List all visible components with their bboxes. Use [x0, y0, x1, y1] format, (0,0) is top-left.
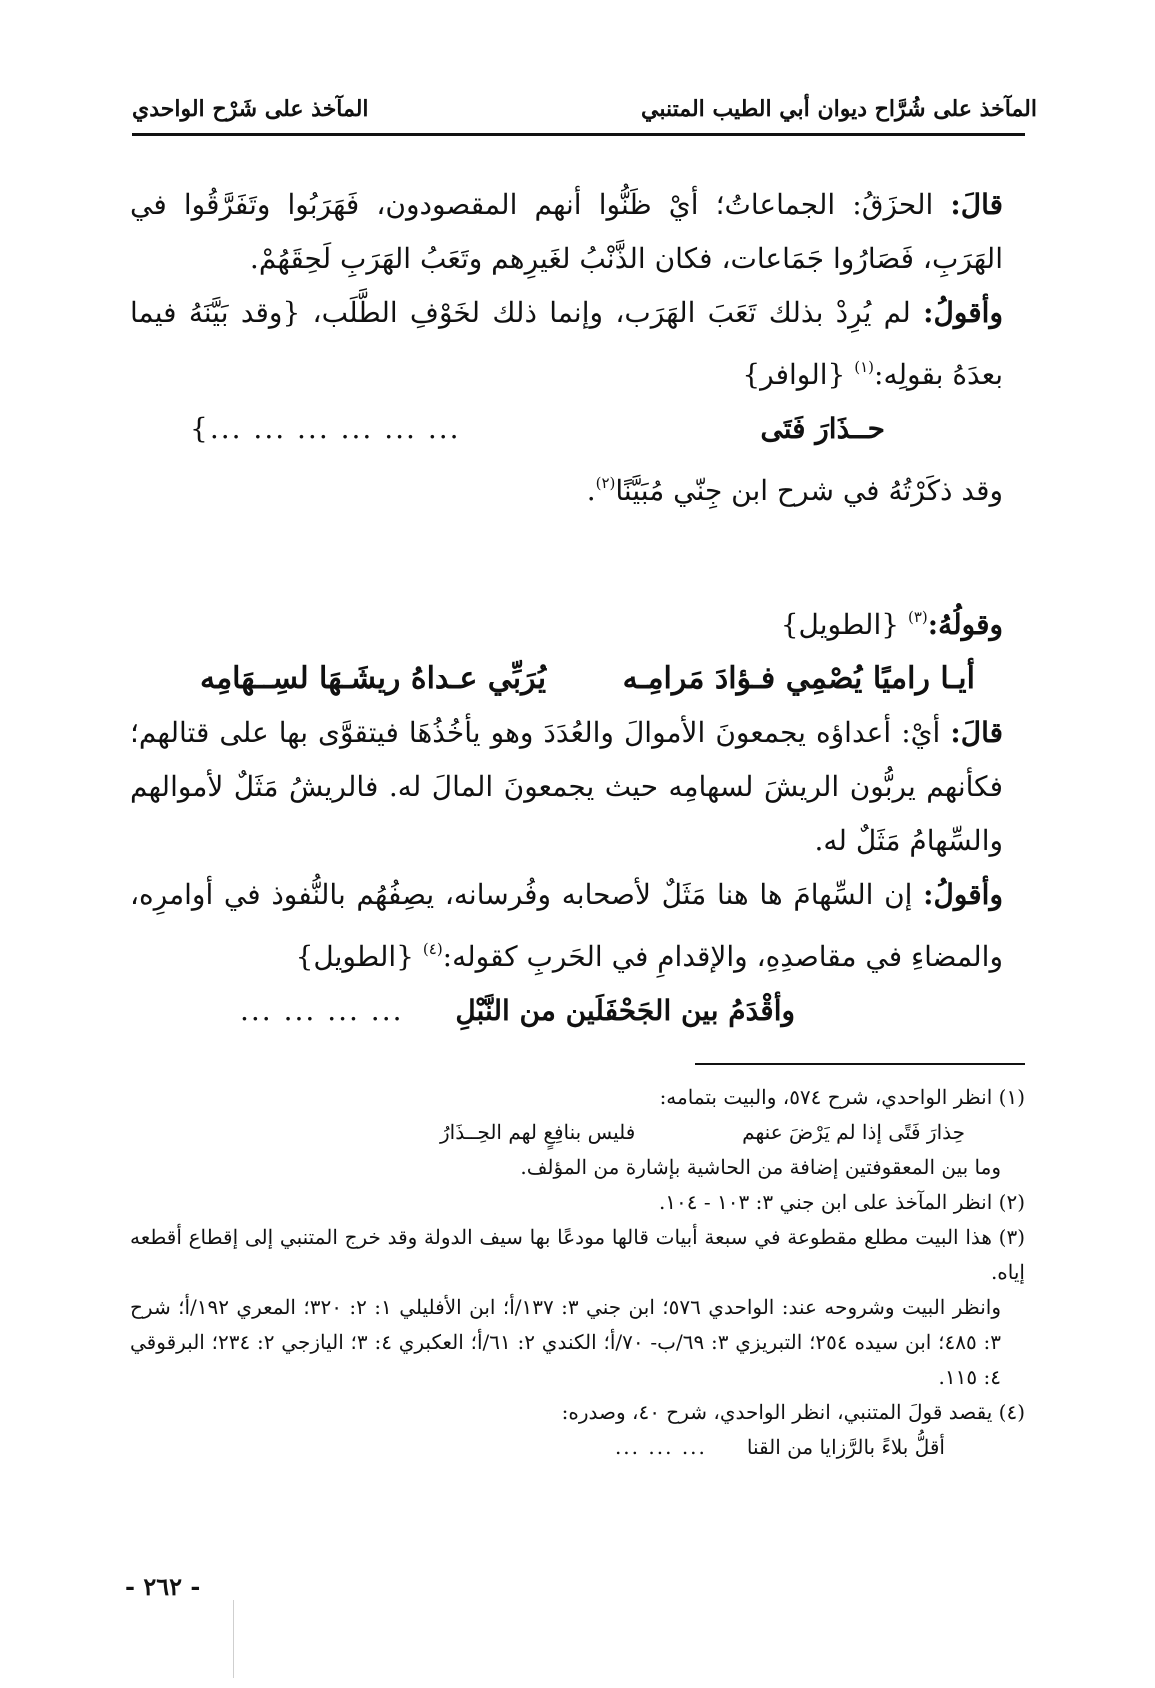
footnote-1: (١) انظر الواحدي، شرح ٥٧٤، والبيت بتمامه: [659, 1085, 1025, 1109]
verse-ellipsis: ... ... ... ... ... ...} [190, 412, 461, 445]
footnote-ref-3: (٣) [907, 608, 928, 626]
verse-line-partial-1 [190, 402, 885, 456]
paragraph-aqul-1 [130, 286, 1025, 402]
verse-ellipsis: ... ... ... ... [240, 994, 404, 1027]
qal-text: الحزَقُ: الجماعاتُ؛ أيْ ظَنُّوا أنهم المقصودون، فَهَرَبُوا وتَفَرَّقُوا في الهَرَبِ، فَصَارُوا جَمَاعات، فكان الذَّنْبُ لغَيرِهم وتَعَبُ الهَرَبِ لَحِقَهُمْ. [130, 188, 1003, 275]
paragraph-closing-1 [130, 456, 1025, 518]
footnote-3: (٣) هذا البيت مطلع مقطوعة في سبعة أبيات قالها مودعًا بها سيف الدولة وقد خرج المتنبي إلى إقطاع أقطعه إياه. [130, 1225, 1025, 1284]
running-header-book-title: المآخذ على شُرَّاح ديوان أبي الطيب المتنبي [641, 96, 1037, 122]
section-gap [130, 518, 1025, 590]
footnote-verse-second: فليس بنافِعٍ لهم الحِــذَارُ [440, 1120, 636, 1144]
aqul-text: إن السِّهامَ ها هنا مَثَلٌ لأصحابه وفُرسانه، يصِفُهُم بالنُّفوذ في أوامرِه، والمضاءِ في مقاصدِهِ، والإقدامِ في الحَربِ كقوله: [130, 878, 1003, 973]
page-number: - ٢٦٢ - [125, 1572, 201, 1601]
aqul-text: لم يُرِدْ بذلك تَعَبَ الهَرَب، وإنما ذلك لخَوْفِ الطَّلَب، {وقد بَيَّنَهُ فيما بعدَهُ بقولِه: [130, 296, 1003, 391]
meter-label: {الوافر} [742, 358, 846, 391]
closing-period: . [586, 474, 596, 507]
footnote-ref-2: (٢) [595, 474, 616, 492]
verse-words: وأقْدَمُ بين الجَحْفَلَين من النَّبْلِ [455, 994, 795, 1027]
paragraph-aqul-2 [130, 868, 1025, 984]
aqul-label: وأقولُ: [923, 878, 1003, 911]
main-text [130, 178, 1025, 1038]
paragraph-intro-2 [130, 590, 1025, 652]
footnote-verse-first: حِذارَ فَتًى إذا لم يَرْضَ عنهم [742, 1120, 965, 1144]
verse-line-partial-2 [240, 984, 795, 1038]
meter-label: {الطويل} [295, 940, 414, 973]
footnote-4-verse [130, 1430, 945, 1465]
footnote-1-verse [440, 1115, 965, 1150]
footnote-2: (٢) انظر المآخذ على ابن جني ٣: ١٠٣ - ١٠٤. [658, 1190, 1025, 1214]
footnote-3-references: وانظر البيت وشروحه عند: الواحدي ٥٧٦؛ ابن جني ٣: ١٣٧/أ؛ ابن الأفليلي ١: ٢: ٣٢٠؛ المعري ١٩٢/أ؛ شرح ٣: ٤٨٥؛ ابن سيده ٢٥٤؛ التبريزي ٣: ٦٩/ب- ٧٠/أ؛ الكندي ٢: ٦١/أ؛ العكبري ٤: ٣؛ اليازجي ٢: ٢٣٤؛ البرقوقي ٤: ١١٥. [130, 1295, 1001, 1389]
footnote-verse-first: أقلُّ بلاءً بالرَّزايا من القنا [746, 1435, 945, 1459]
scan-mark [233, 1600, 234, 1678]
verse-ellipsis: ... ... ... [614, 1435, 707, 1459]
paragraph-qal-1 [130, 178, 1025, 286]
footnotes [130, 1080, 1025, 1465]
footnote-ref-1: (١) [854, 358, 875, 376]
running-header-section-title: المآخذ على شَرْح الواحدي [132, 96, 369, 122]
qal-text: أيْ: أعداؤه يجمعونَ الأموالَ والعُدَدَ وهو يأخُذُهَا فيتقوَّى بها على قتالهم؛ فكأنهم يربُّون الريشَ لسهامِه حيث يجمعونَ المالَ له. فالريشُ مَثَلٌ لأموالهم والسِّهامُ مَثَلٌ له. [130, 716, 1003, 857]
qal-label: قالَ: [950, 716, 1003, 749]
verse-hemistich-second: يُرَبِّي عـداهُ ريشَـهَا لسِــهَامِه [200, 661, 547, 696]
footnote-separator [695, 1063, 1025, 1065]
meter-label: {الطويل} [780, 608, 900, 641]
aqul-label: وأقولُ: [923, 296, 1003, 329]
footnote-ref-4: (٤) [422, 940, 443, 958]
qal-label: قالَ: [950, 188, 1003, 221]
footnote-4: (٤) يقصد قولَ المتنبي، انظر الواحدي، شرح ٤٠، وصدره: [561, 1400, 1025, 1424]
closing-text: وقد ذكَرْتُهُ في شرح ابن جِنّي مُبَيَّنًا [615, 474, 1003, 507]
intro-label: وقولُهُ: [927, 608, 1003, 641]
verse-line-2 [200, 652, 975, 706]
header-rule [132, 133, 1025, 136]
verse-hemistich-first: أيـا راميًا يُصْمِي فـؤادَ مَرامِـه [622, 661, 975, 696]
paragraph-qal-2 [130, 706, 1025, 868]
verse-words: حــذَارَ فَتَى [760, 412, 885, 445]
footnote-1-note: وما بين المعقوفتين إضافة من الحاشية بإشارة من المؤلف. [520, 1155, 1001, 1179]
